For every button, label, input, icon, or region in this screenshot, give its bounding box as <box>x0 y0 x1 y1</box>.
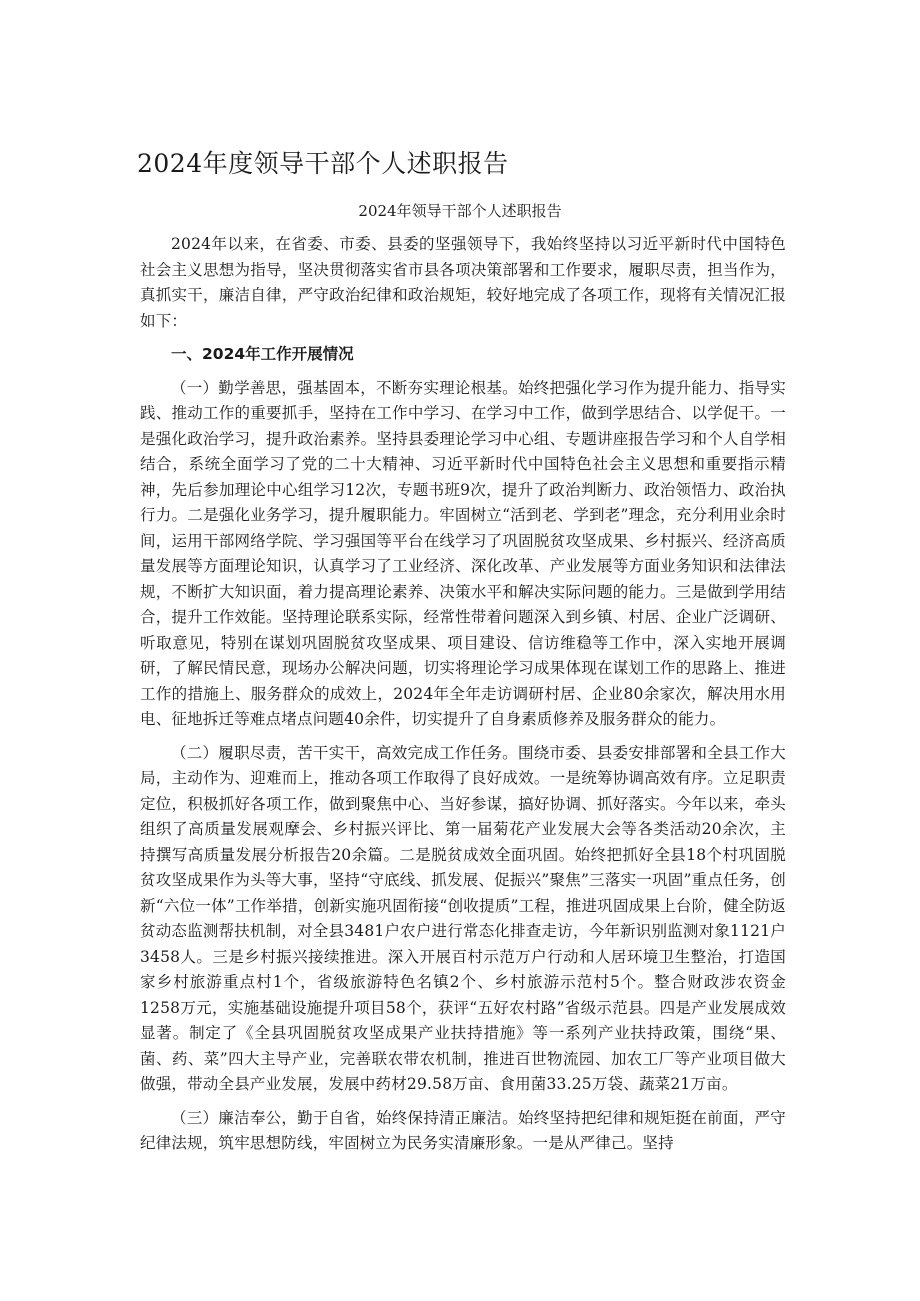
document-subtitle: 2024年领导干部个人述职报告 <box>358 202 562 220</box>
document-body <box>140 232 786 1157</box>
body-paragraph-study: （一）勤学善思，强基固本，不断夯实理论根基。始终把强化学习作为提升能力、指导实践、推动工作的重要抓手，坚持在工作中学习、在学习中工作，做到学思结合、以学促干。一是强化政治学习，提升政治素养。坚持县委理论学习中心组、专题讲座报告学习和个人自学相结合，系统全面学习了党的二十大精神、习近平新时代中国特色社会主义思想和重要指示精神，先后参加理论中心组学习12次，专题书班9次，提升了政治判断力、政治领悟力、政治执行力。二是强化业务学习，提升履职能力。牢固树立“活到老、学到老”理念，充分利用业余时间，运用干部网络学院、学习强国等平台在线学习了巩固脱贫攻坚成果、乡村振兴、经济高质量发展等方面理论知识，认真学习了工业经济、深化改革、产业发展等方面业务知识和法律法规，不断扩大知识面，着力提高理论素养、决策水平和解决实际问题的能力。三是做到学用结合，提升工作效能。坚持理论联系实际，经常性带着问题深入到乡镇、村居、企业广泛调研、听取意见，特别在谋划巩固脱贫攻坚成果、项目建设、信访维稳等工作中，深入实地开展调研，了解民情民意，现场办公解决问题，切实将理论学习成果体现在谋划工作的思路上、推进工作的措施上、服务群众的成效上，2024年全年走访调研村居、企业80余家次，解决用水用电、征地拆迁等难点堵点问题40余件，切实提升了自身素质修养及服务群众的能力。 <box>140 378 786 728</box>
body-paragraph-duty: （二）履职尽责，苦干实干，高效完成工作任务。围绕市委、县委安排部署和全县工作大局，主动作为、迎难而上，推动各项工作取得了良好成效。一是统筹协调高效有序。立足职责定位，积极抓好各项工作，做到聚焦中心、当好参谋，搞好协调、抓好落实。今年以来，牵头组织了高质量发展观摩会、乡村振兴评比、第一届菊花产业发展大会等各类活动20余次，主持撰写高质量发展分析报告20余篇。二是脱贫成效全面巩固。始终把抓好全县18个村巩固脱贫攻坚成果作为头等大事，坚持“守底线、抓发展、促振兴”聚焦”三落实一巩固”重点任务，创新“六位一体”工作举措，创新实施巩固衔接“创收提质”工程，推进巩固成果上台阶，健全防返贫动态监测帮扶机制，对全县3481户农户进行常态化排查走访，今年新识别监测对象1121户3458人。三是乡村振兴接续推进。深入开展百村示范万户行动和人居环境卫生整治，打造国家乡村旅游重点村1个，省级旅游特色名镇2个、乡村旅游示范村5个。整合财政涉农资金1258万元，实施基础设施提升项目58个，获评“五好农村路”省级示范县。四是产业发展成效显著。制定了《全县巩固脱贫攻坚成果产业扶持措施》等一系列产业扶持政策，围绕“果、菌、药、菜”四大主导产业，完善联农带农机制，推进百世物流园、加农工厂等产业项目做大做强，带动全县产业发展，发展中药材29.58万亩、食用菌33.25万袋、蔬菜21万亩。 <box>140 743 786 1093</box>
body-paragraph-integrity: （三）廉洁奉公，勤于自省，始终保持清正廉洁。始终坚持把纪律和规矩挺在前面，严守纪律法规，筑牢思想防线，牢固树立为民务实清廉形象。一是从严律己。坚持 <box>140 1108 786 1152</box>
section-heading: 一、2024年工作开展情况 <box>171 345 354 363</box>
document-title: 2024年度领导干部个人述职报告 <box>137 149 509 178</box>
intro-paragraph: 2024年以来，在省委、市委、县委的坚强领导下，我始终坚持以习近平新时代中国特色社会主义思想为指导，坚决贯彻落实省市县各项决策部署和工作要求，履职尽责，担当作为，真抓实干，廉洁自律，严守政治纪律和政治规矩，较好地完成了各项工作，现将有关情况汇报如下： <box>140 235 786 330</box>
